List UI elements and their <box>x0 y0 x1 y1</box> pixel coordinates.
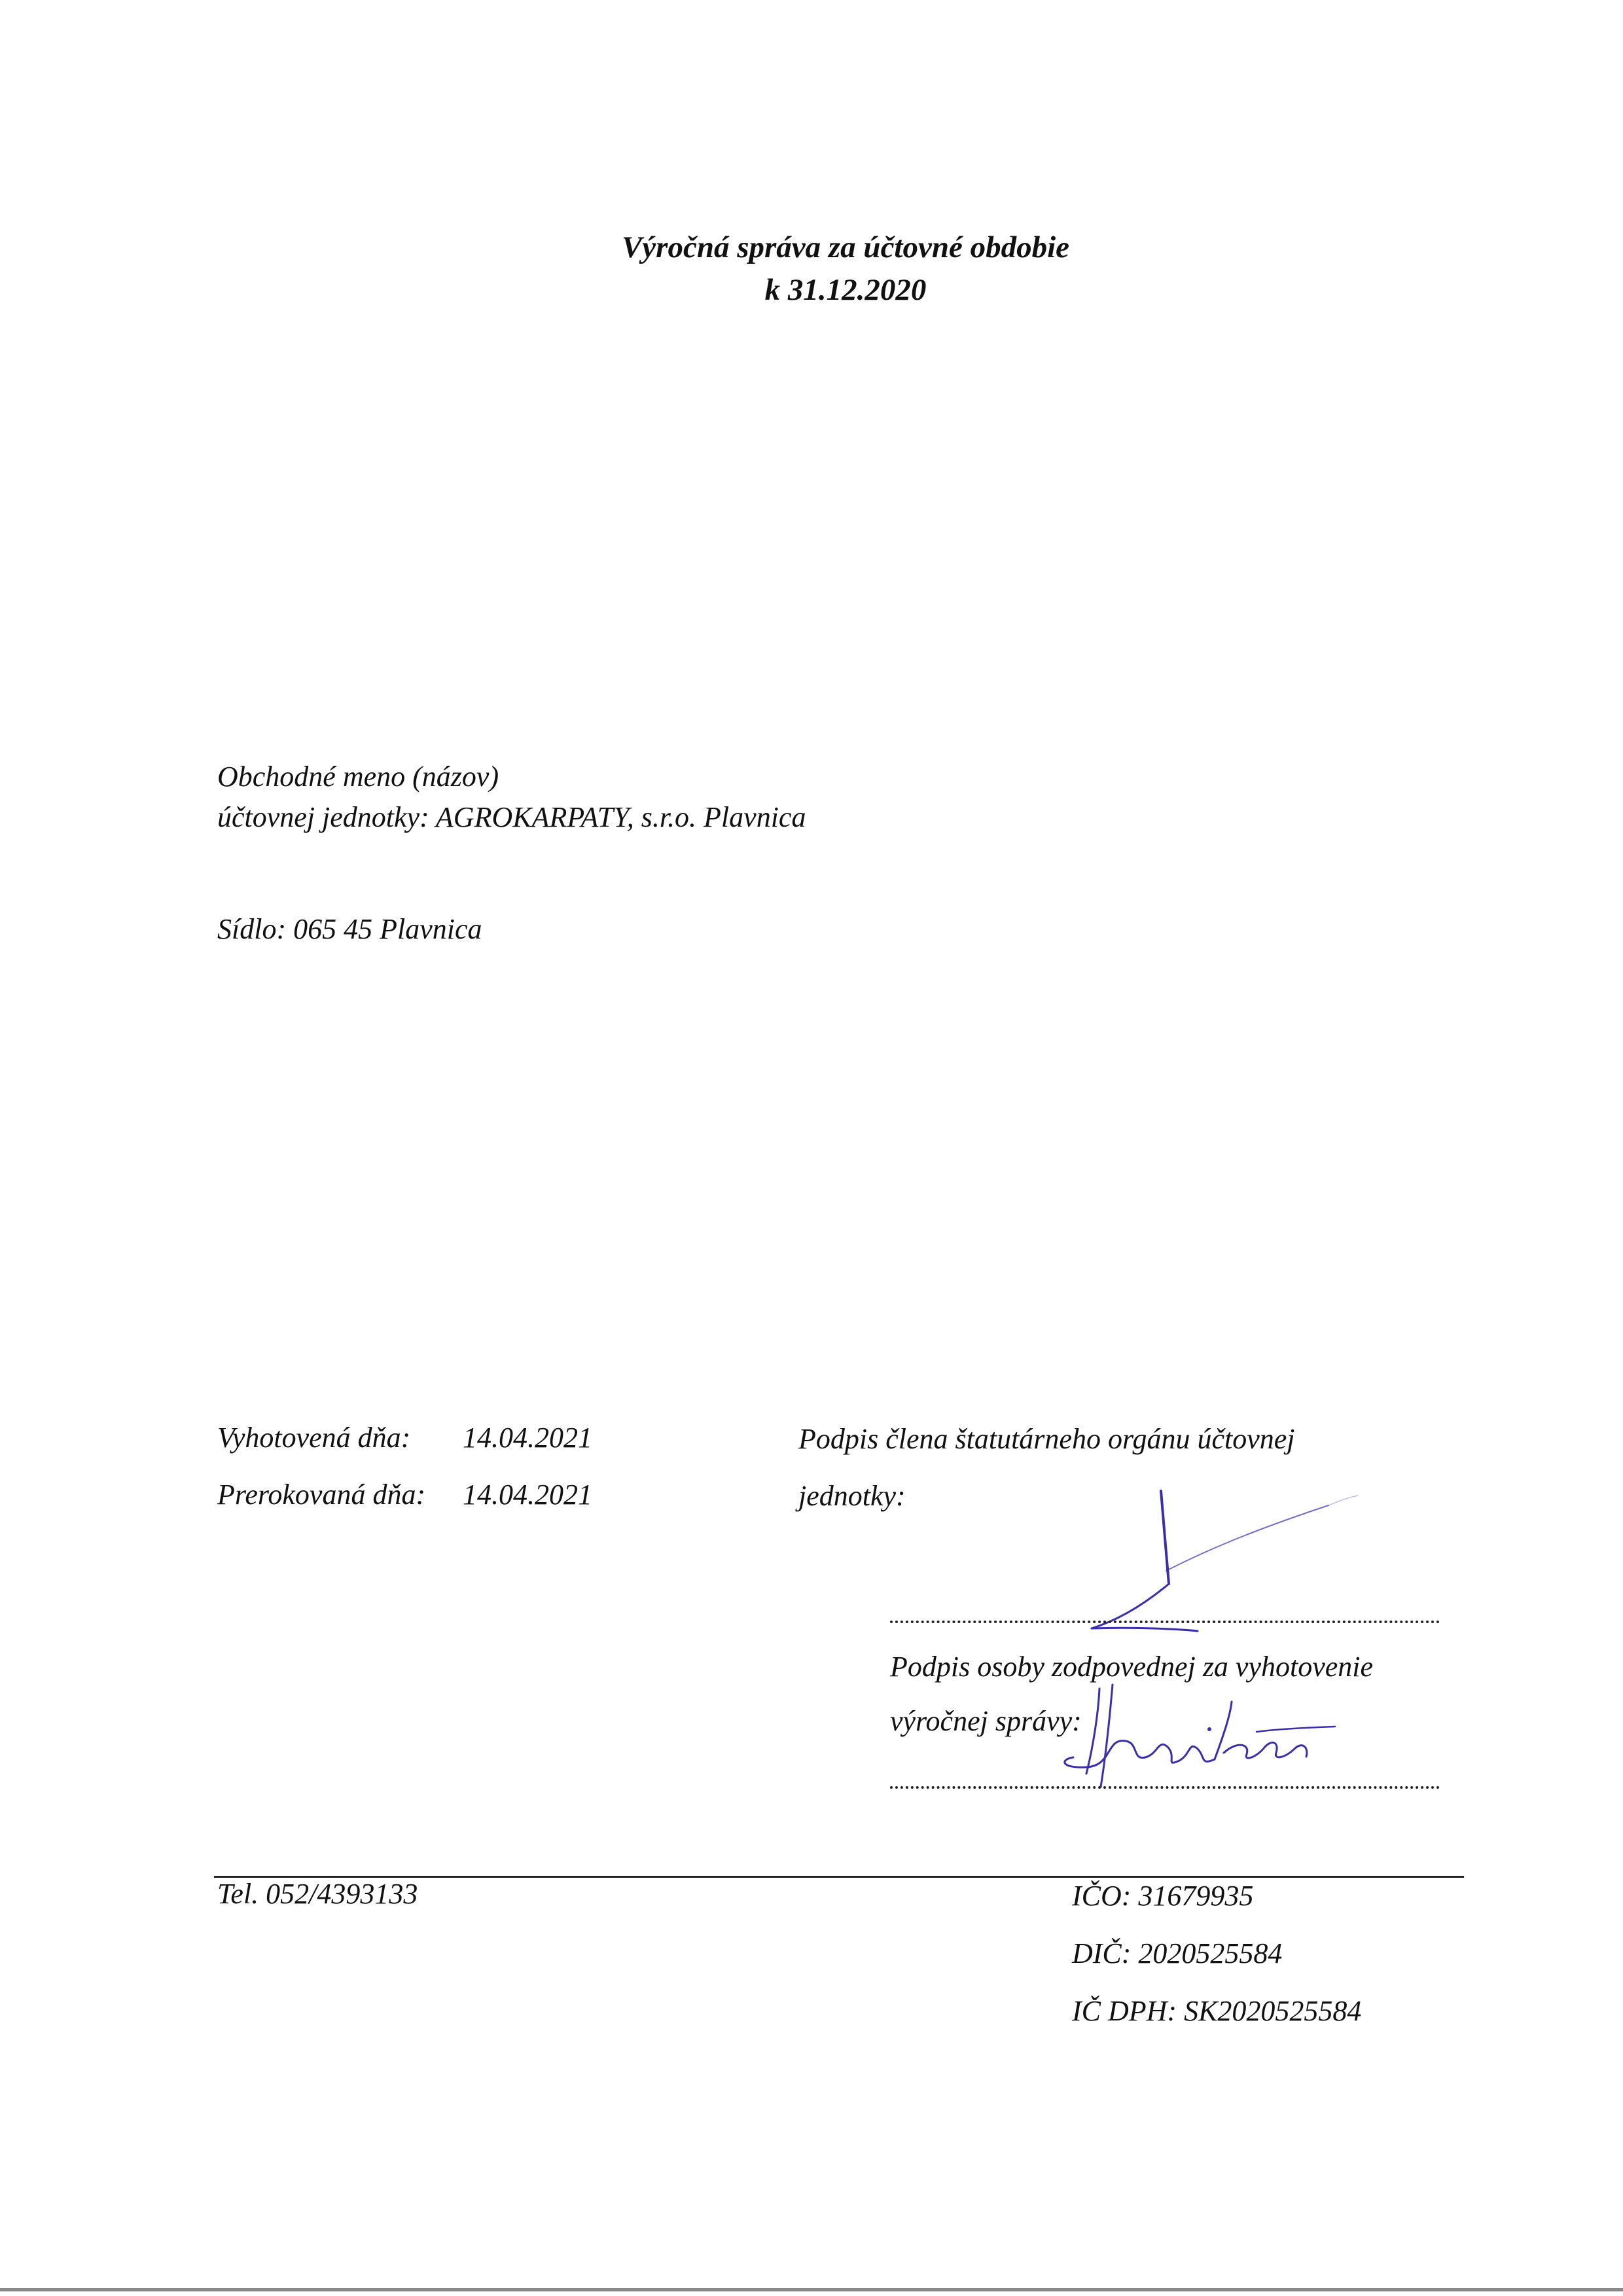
company-name-label: Obchodné meno (názov) <box>217 761 499 793</box>
prepared-date-value: 14.04.2021 <box>463 1422 592 1454</box>
responsible-signature-label-cont: výročnej správy: <box>890 1705 1082 1737</box>
discussed-date-value: 14.04.2021 <box>463 1479 592 1511</box>
responsible-signature-label: Podpis osoby zodpovednej za vyhotovenie <box>890 1651 1374 1683</box>
footer-ic-dph: IČ DPH: SK2020525584 <box>1072 1995 1362 2027</box>
company-name-value: účtovnej jednotky: AGROKARPATY, s.r.o. Plavnica <box>217 801 806 833</box>
statutory-signature <box>1021 1473 1387 1643</box>
responsible-signature-line <box>890 1786 1440 1789</box>
footer-ico: IČO: 31679935 <box>1072 1880 1254 1912</box>
prepared-date-label: Vyhotovená dňa: <box>217 1422 411 1454</box>
footer-phone: Tel. 052/4393133 <box>217 1878 418 1910</box>
statutory-signature-label-cont: jednotky: <box>798 1480 906 1512</box>
footer-dic: DIČ: 2020525584 <box>1072 1937 1283 1969</box>
company-seat: Sídlo: 065 45 Plavnica <box>217 913 482 945</box>
discussed-date-label: Prerokovaná dňa: <box>217 1479 426 1511</box>
scan-bottom-edge <box>0 2288 1623 2291</box>
report-title-line2: k 31.12.2020 <box>764 273 927 307</box>
statutory-signature-label: Podpis člena štatutárneho orgánu účtovnej <box>798 1423 1295 1455</box>
report-title-line1: Výročná správa za účtovné obdobie <box>621 230 1070 264</box>
statutory-signature-line <box>890 1621 1440 1623</box>
